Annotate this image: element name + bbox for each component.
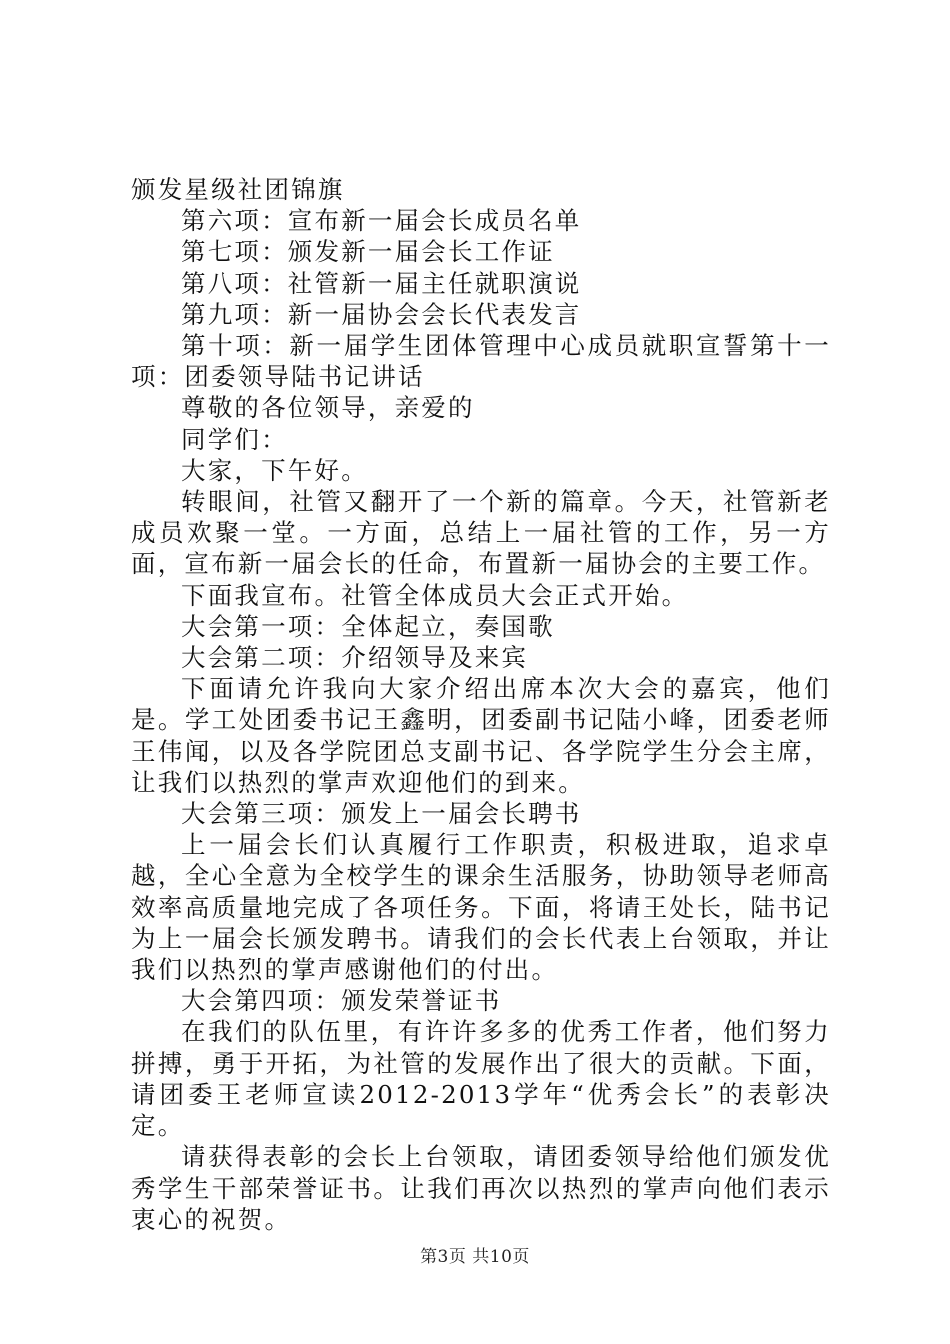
paragraph: 大会第三项：颁发上一届会长聘书 [181,799,582,829]
paragraph: 大会第二项：介绍领导及来宾 [181,643,529,673]
paragraph: 大会第四项：颁发荣誉证书 [181,986,502,1016]
paragraph: 第十项：新一届学生团体管理中心成员就职宣誓第十一项：团委领导陆书记讲话 [131,331,831,392]
document-body [131,174,831,1235]
paragraph: 第八项：社管新一届主任就职演说 [181,268,582,298]
paragraph: 在我们的队伍里，有许许多多的优秀工作者，他们努力拼搏，勇于开拓，为社管的发展作出了很大的贡献。下面，请团委王老师宣读2012-2013学年“优秀会长”的表彰决定。 [131,1017,831,1141]
page-number: 第3页 共10页 [420,1247,530,1267]
paragraph: 第九项：新一届协会会长代表发言 [181,299,582,329]
paragraph: 下面我宣布。社管全体成员大会正式开始。 [181,580,689,610]
paragraph: 第六项：宣布新一届会长成员名单 [181,206,582,236]
paragraph: 尊敬的各位领导，亲爱的 [181,393,475,423]
paragraph: 大家，下午好。 [181,455,368,485]
paragraph: 上一届会长们认真履行工作职责，积极进取，追求卓越，全心全意为全校学生的课余生活服务，协助领导老师高效率高质量地完成了各项任务。下面，将请王处长，陆书记为上一届会长颁发聘书。请我们的会长代表上台领取，并让我们以热烈的掌声感谢他们的付出。 [131,830,831,985]
paragraph: 同学们： [181,424,288,454]
paragraph: 颁发星级社团锦旗 [131,175,345,204]
paragraph: 转眼间，社管又翻开了一个新的篇章。今天，社管新老成员欢聚一堂。一方面，总结上一届社管的工作，另一方面，宣布新一届会长的任命，布置新一届协会的主要工作。 [131,487,831,579]
paragraph: 请获得表彰的会长上台领取，请团委领导给他们颁发优秀学生干部荣誉证书。让我们再次以热烈的掌声向他们表示衷心的祝贺。 [131,1142,831,1234]
paragraph: 第七项：颁发新一届会长工作证 [181,237,555,267]
paragraph: 下面请允许我向大家介绍出席本次大会的嘉宾，他们是。学工处团委书记王鑫明，团委副书记陆小峰，团委老师王伟闻，以及各学院团总支副书记、各学院学生分会主席，让我们以热烈的掌声欢迎他们的到来。 [131,674,831,797]
paragraph: 大会第一项：全体起立，奏国歌 [181,611,555,641]
